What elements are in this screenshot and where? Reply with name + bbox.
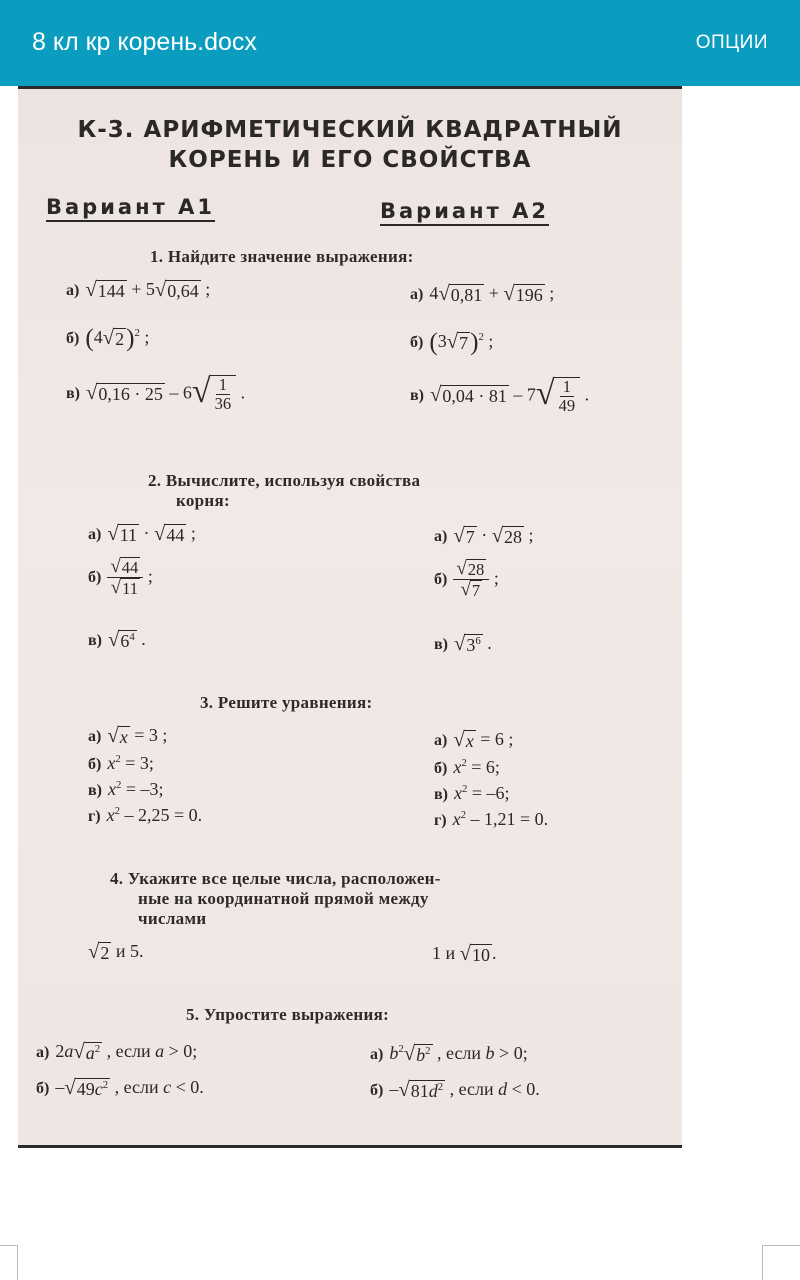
task-3b-variant-2: б) $x^2 = 6$; [434, 757, 500, 777]
variant-a1-title: Вариант А1 [46, 195, 215, 222]
task-2v-variant-1: в) √ $6^4$ . [88, 629, 146, 652]
task-1a-variant-2: а) 4 √ 0,81 + √ 196 ; [410, 283, 555, 306]
task-3g-variant-2: г) $x^2 - 1,21 = 0$. [434, 809, 549, 829]
task-2a-variant-2: а) √ 7 · √ 28 ; [434, 525, 534, 548]
task-1b-variant-2: б) (3 √ 7 )$^2$ ; [410, 329, 494, 356]
task-3v-variant-2: в) $x^2 = -6$; [434, 783, 510, 803]
task-2-title-line-2: корня: [176, 491, 230, 510]
document-page[interactable] [18, 86, 682, 1148]
task-1v-variant-1: в) √ 0,16 · 25 – 6 √ $\frac{1}{36}$ . [66, 373, 246, 414]
task-5-title: 5. Упростите выражения: [186, 1005, 390, 1024]
task-2a-variant-1: а) √ 11 · √ 44 ; [88, 523, 196, 546]
task-4-variant-1: √ 2 и 5. [88, 941, 144, 964]
task-1a-variant-1: а) √ 144 + 5 √ 0,64 ; [66, 279, 211, 302]
task-3v-variant-1: в) $x^2 = -3$; [88, 779, 164, 799]
task-3-title: 3. Решите уравнения: [200, 693, 373, 712]
options-button[interactable]: ОПЦИИ [695, 32, 768, 53]
heading-line-2: КОРЕНЬ И ЕГО СВОЙСТВА [168, 147, 532, 173]
task-2-title-line-1: 2. Вычислите, используя свойства [148, 471, 421, 490]
task-4-title-line-3: числами [138, 909, 207, 928]
task-3b-variant-1: б) $x^2 = 3$; [88, 753, 154, 773]
task-5a-variant-2: а) $b^2$ √ $b^2$ , если b > 0; [370, 1043, 528, 1066]
document-title: 8 кл кр корень.docx [32, 28, 257, 56]
app-bar [0, 0, 800, 86]
task-2b-variant-1: б) √ 44 √ 11 ; [88, 556, 153, 599]
task-2v-variant-2: в) √ $3^6$ . [434, 633, 492, 656]
task-5b-variant-2: б) – √ $81d^2$ , если d < 0. [370, 1079, 540, 1102]
task-5b-variant-1: б) – √ $49c^2$ , если c < 0. [36, 1077, 204, 1100]
task-5a-variant-1: а) 2a √ $a^2$ , если a > 0; [36, 1041, 198, 1064]
task-4-title-line-1: 4. Укажите все целые числа, расположен- [110, 869, 441, 888]
task-2b-variant-2: б) √ 28 √ 7 ; [434, 558, 499, 601]
scroll-edge-right [762, 1245, 800, 1280]
task-3a-variant-1: а) √ x = 3 ; [88, 725, 168, 748]
task-3a-variant-2: а) √ x = 6 ; [434, 729, 514, 752]
task-1-title: 1. Найдите значение выражения: [150, 247, 414, 266]
heading-line-1: К-3. АРИФМЕТИЧЕСКИЙ КВАДРАТНЫЙ [77, 117, 623, 143]
variant-a2-title: Вариант А2 [380, 199, 549, 226]
task-4-title-line-2: ные на координатной прямой между [138, 889, 429, 908]
task-4-variant-2: 1 и √ 10 . [432, 943, 497, 966]
scroll-edge-left [0, 1245, 18, 1280]
task-1v-variant-2: в) √ 0,04 · 81 – 7 √ $\frac{1}{49}$ . [410, 375, 590, 416]
task-1b-variant-1: б) (4 √ 2 )$^2$ ; [66, 325, 150, 352]
task-3g-variant-1: г) $x^2 - 2,25 = 0$. [88, 805, 203, 825]
